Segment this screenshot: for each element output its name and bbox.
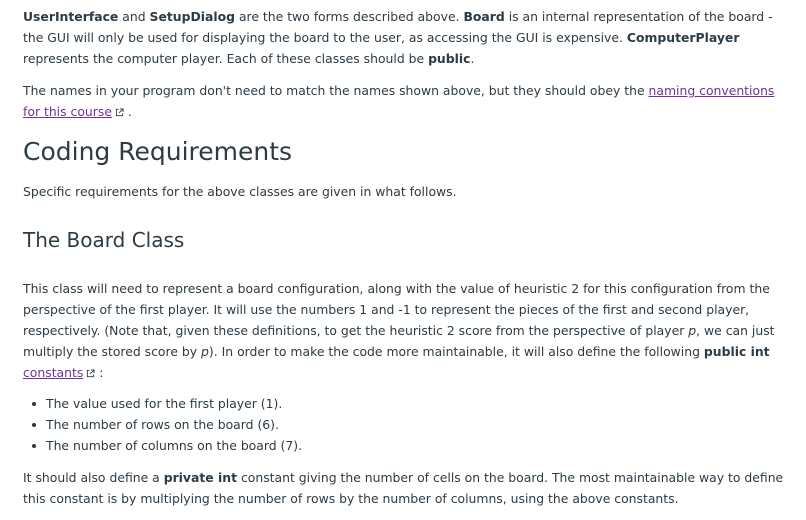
- text-span: This class will need to represent a board configuration, along with the value of heuristic 2 for this configuration from the perspective of the first player. It will use the numbers 1 and -1 to represent the pieces of the first and second player, respectively. (Note that, given these definitions, to get the heuristic 2 score from the perspective of player: [23, 281, 770, 338]
- board-class-heading: The Board Class: [23, 228, 185, 252]
- text-span: represents the computer player. Each of these classes should be: [23, 51, 429, 66]
- constants-list: [23, 393, 302, 456]
- player-p-var: p: [688, 323, 697, 338]
- list-item: The value used for the first player (1).: [46, 393, 302, 414]
- text-span: , we can just multiply the stored score by: [23, 323, 775, 359]
- board-term: Board: [463, 9, 505, 24]
- text-span: ). In order to make the code more maintainable, it will also define the following: [208, 344, 704, 359]
- text-span: :: [95, 365, 104, 380]
- computerplayer-term: ComputerPlayer: [626, 30, 740, 45]
- requirements-intro-paragraph: Specific requirements for the above classes are given in what follows.: [23, 184, 457, 199]
- text-span: .: [470, 51, 475, 66]
- coding-requirements-heading: Coding Requirements: [23, 137, 293, 166]
- external-link-icon: [86, 369, 95, 378]
- text-span: is an internal representation of the board - the GUI will only be used for displaying the board to the user, as accessing the GUI is expensive.: [23, 9, 773, 45]
- external-link-icon: [115, 108, 124, 117]
- naming-conventions-link[interactable]: naming conventions for this course: [23, 83, 775, 119]
- text-span: are the two forms described above.: [235, 9, 464, 24]
- naming-note-paragraph: [23, 80, 789, 122]
- setupdialog-term: SetupDialog: [149, 9, 235, 24]
- private-constant-paragraph: [23, 467, 789, 509]
- board-class-paragraph: [23, 278, 783, 383]
- text-span: constant giving the number of cells on the board. The most maintainable way to define this constant is by multiplying the number of rows by the number of columns, using the above constants.: [23, 470, 784, 506]
- forms-description-paragraph: [23, 6, 789, 69]
- private-int-term: private int: [163, 470, 238, 485]
- text-span: The names in your program don't need to match the names shown above, but they should obey the: [23, 83, 649, 98]
- text-span: and: [118, 9, 150, 24]
- list-item: The number of rows on the board (6).: [46, 414, 302, 435]
- player-p-var: p: [201, 344, 209, 359]
- text-span: It should also define a: [23, 470, 164, 485]
- userinterface-term: UserInterface: [23, 9, 119, 24]
- public-int-term: public int: [703, 344, 770, 359]
- constants-link[interactable]: constants: [23, 365, 84, 380]
- text-span: .: [123, 104, 132, 119]
- list-item: The number of columns on the board (7).: [46, 435, 302, 456]
- public-term: public: [428, 51, 471, 66]
